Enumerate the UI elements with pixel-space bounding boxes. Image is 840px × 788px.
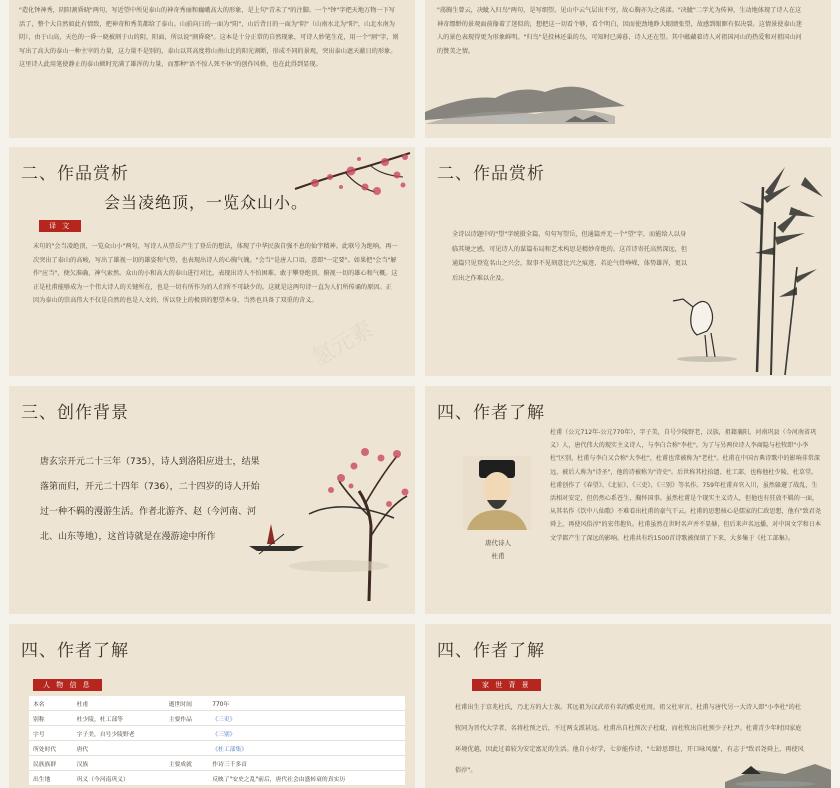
person-info-tag: 人 物 信 息 — [33, 679, 102, 691]
slide-8[interactable] — [425, 624, 831, 788]
slide-8-body-text: 杜甫出生于京兆杜氏，乃北方的大士族。其远祖为汉武帝有名的酷吏杜周，祖父杜审言，杜甫与唐代另一大诗人即"小李杜"的杜牧同为晋代大学者、名将杜预之后，不过两支派甚远。杜甫出自杜预次子杜耽，而杜牧出自杜预少子杜尹。杜甫青少年时因家庭环境优越，因此过着较为安定富足的生活。他自小好学，七岁能作诗，"七龄思即壮，开口咏凤凰"，有志于"致君尧舜上，再使风俗淳"。 — [455, 704, 804, 774]
table-cell — [165, 741, 209, 756]
table-cell: 杜甫 — [73, 696, 165, 711]
ink-mountain-illustration — [425, 0, 831, 138]
slide-7[interactable] — [9, 624, 415, 788]
person-info-table — [29, 696, 405, 786]
table-cell: 本名 — [29, 696, 73, 711]
table-cell-link[interactable]: 《三别》 — [208, 726, 405, 741]
slide-5-heading: 三、创作背景 — [21, 403, 129, 423]
slide-2-body-text: "荡胸生曾云，决眦入归鸟"两句，是写细望。见山中云气层出不穷，故心胸亦为之荡漾。"决眦"二字尤为传神，生动地体现了诗人在这神奇缥缈的景观面前像着了迷似的，想把这一切看个够，看个明白，因而使劲地睁大眼睛张望，故感到眼眶有似决裂。这情景使泰山迷人的景色表现得更为形象鲜明。"归鸟"是投林还巢的鸟，可知时已薄暮，诗人还在望。其中蕴藏着诗人对祖国河山的热爱和对祖国山河的赞美之情。 — [437, 7, 803, 55]
table-cell: 巩义（今河南巩义） — [73, 771, 165, 786]
table-cell: 字号 — [29, 726, 73, 741]
table-row — [29, 726, 405, 741]
slide-3[interactable] — [9, 147, 415, 376]
table-cell: 民族族群 — [29, 756, 73, 771]
table-cell: 别称 — [29, 711, 73, 726]
table-cell: 出生地 — [29, 771, 73, 786]
table-row — [29, 741, 405, 756]
table-cell: 反映了"安史之乱"前后，唐代社会由盛转衰的真实历 — [208, 771, 405, 786]
translation-tag: 译 文 — [39, 220, 81, 232]
du-fu-portrait — [463, 456, 531, 530]
bamboo-crane-illustration — [425, 147, 831, 376]
table-cell — [165, 771, 209, 786]
family-background-tag: 家 世 背 景 — [472, 679, 541, 691]
portrait-caption — [463, 537, 533, 563]
slide-4-heading: 二、作品赏析 — [437, 164, 545, 184]
table-cell: 唐代 — [73, 741, 165, 756]
table-cell-link[interactable]: 《杜工部集》 — [208, 741, 405, 756]
slide-3-heading: 二、作品赏析 — [21, 164, 129, 184]
slide-4-body-text: 全诗以诗题中的"望"字统摄全篇，句句写望岳，但通篇并无一个"望"字，而能给人以身临其境之感，可见诗人的谋篇布局和艺术构思是精妙奇绝的。这首诗寄托高然深远，但通篇只见登览名山之兴会，叙事不见刻意比兴之痕迹，若论气骨峥嵘，体势雄浑，更以后出之作难以企及。 — [452, 231, 688, 282]
table-cell: 主要成就 — [165, 756, 209, 771]
table-cell-link[interactable]: 《三吏》 — [208, 711, 405, 726]
slide-6-body-text: 杜甫（公元712年-公元770年），字子美，自号少陵野老，汉族，祖籍襄阳，河南巩县（今河南省巩义）人，唐代伟大的现实主义诗人，与李白合称"李杜"。为了与另两位诗人李商隐与杜牧即"小李杜"区别，杜甫与李白又合称"大李杜"，杜甫也常被称为"老杜"。杜甫在中国古典诗歌中的影响非常深远，被后人称为"诗圣"，他的诗被称为"诗史"。后世称其杜拾遗、杜工部，也称他杜少陵、杜草堂。杜甫创作了《春望》、《北征》、《三吏》、《三别》等名作。759年杜甫弃官入川，虽然躲避了战乱，生活相对安定，但仍然心系苍生，胸怀国事。虽然杜甫是个现实主义诗人，但他也有狂放不羁的一面，从其名作《饮中八仙歌》不难看出杜甫的豪气干云。杜甫的思想核心是儒家的仁政思想，他有"致君尧舜上，再使风俗淳"的宏伟抱负。杜甫虽然在世时名声并不显赫，但后来声名远播，对中国文学和日本文学都产生了深远的影响。杜甫共有约1500首诗歌被保留了下来，大多集于《杜工部集》。 — [550, 429, 821, 542]
table-row — [29, 696, 405, 711]
caption-line-1: 唐代诗人 — [485, 539, 511, 547]
slide-5[interactable] — [9, 386, 415, 614]
slide-4[interactable] — [425, 147, 831, 376]
plum-tree-boat-illustration — [9, 386, 415, 614]
table-cell: 字子美，自号少陵野老 — [73, 726, 165, 741]
slide-7-heading: 四、作者了解 — [21, 641, 129, 661]
table-cell: 770年 — [208, 696, 405, 711]
table-cell — [165, 726, 209, 741]
table-cell: 作诗三千多首 — [208, 756, 405, 771]
ink-pavilion-illustration — [425, 624, 831, 788]
table-row — [29, 771, 405, 786]
slide-5-body-text: 唐玄宗开元二十三年（735），诗人到洛阳应进士，结果落第而归，开元二十四年（736），二十四岁的诗人开始过一种不羁的漫游生活。作者北游齐、赵（今河南、河北、山东等地），这首诗就是在漫游途中所作 — [40, 457, 260, 542]
slide-6-heading: 四、作者了解 — [437, 403, 545, 423]
caption-line-2: 杜甫 — [491, 552, 505, 560]
watermark: 氢元素 — [308, 316, 378, 372]
table-cell: 杜少陵，杜工部等 — [73, 711, 165, 726]
table-cell: 主要作品 — [165, 711, 209, 726]
slide-1-body-text: "造化钟神秀，阴阳割昏晓"两句，写近望中所见泰山的神奇秀丽和巍峨高大的形象，是上句"青未了"的注脚。一个"钟"字把天地万物一下写活了，整个大自然如此有情致，把神奇和秀美都给了泰山。山前向日的一面为"阳"，山后背日的一面为"阴"（山南水北为"阳"，山北水南为阴），由于山高，天色的一昏一晓被割于山的阴、阳面，所以说"割昏晓"。这本是十分正常的自然现象，可诗人妙笔生花，用一个"割"字，则写出了高大的泰山一种主宰的力量，这力量不是别的，泰山以其高度将山南山北的阳光割断，形成不同的景观，突出泰山遮天蔽日的形象。这里诗人此用笔使静止的泰山顿时充满了雄浑的力量，而那种"语不惊人死不休"的创作风格，也在此得到显现。 — [19, 7, 399, 68]
table-row — [29, 711, 405, 726]
slide-6[interactable] — [425, 386, 831, 614]
table-cell: 所处时代 — [29, 741, 73, 756]
slide-2[interactable] — [425, 0, 831, 138]
table-cell: 汉族 — [73, 756, 165, 771]
table-cell: 逝世时间 — [165, 696, 209, 711]
table-row — [29, 756, 405, 771]
slide-3-quote: 会当凌绝顶，一览众山小。 — [104, 193, 309, 212]
slide-8-heading: 四、作者了解 — [437, 641, 545, 661]
slide-3-body-text: 末句的"会当凌绝顶，一览众山小"两句，写诗人从望岳产生了登岳的想法，体现了中华民族自强不息的仙宇精神。此联号为绝响，再一次突出了泰山的高峻，写出了雄视一切的雄姿和气势，也表现出诗人的心胸气魄。"会当"是唐人口语，意即"一定要"。如果把"会当"解作"应当"，便欠准确，神气索然。众山的小和高大的泰山进行对比，表现出诗人不怕困难、敢于攀登绝顶、俯视一切的雄心和气概。这正是杜甫能够成为一个伟大诗人的关键所在，也是一切有所作为的人们所不可缺少的。这就是这两句诗一直为人们所传诵的原因。正因为泰山的崇高伟大不仅是自然的也是人文的，所以登上的极顶的想望本身，当然也具备了双重的含义。 — [33, 243, 398, 304]
slide-1[interactable] — [9, 0, 415, 138]
